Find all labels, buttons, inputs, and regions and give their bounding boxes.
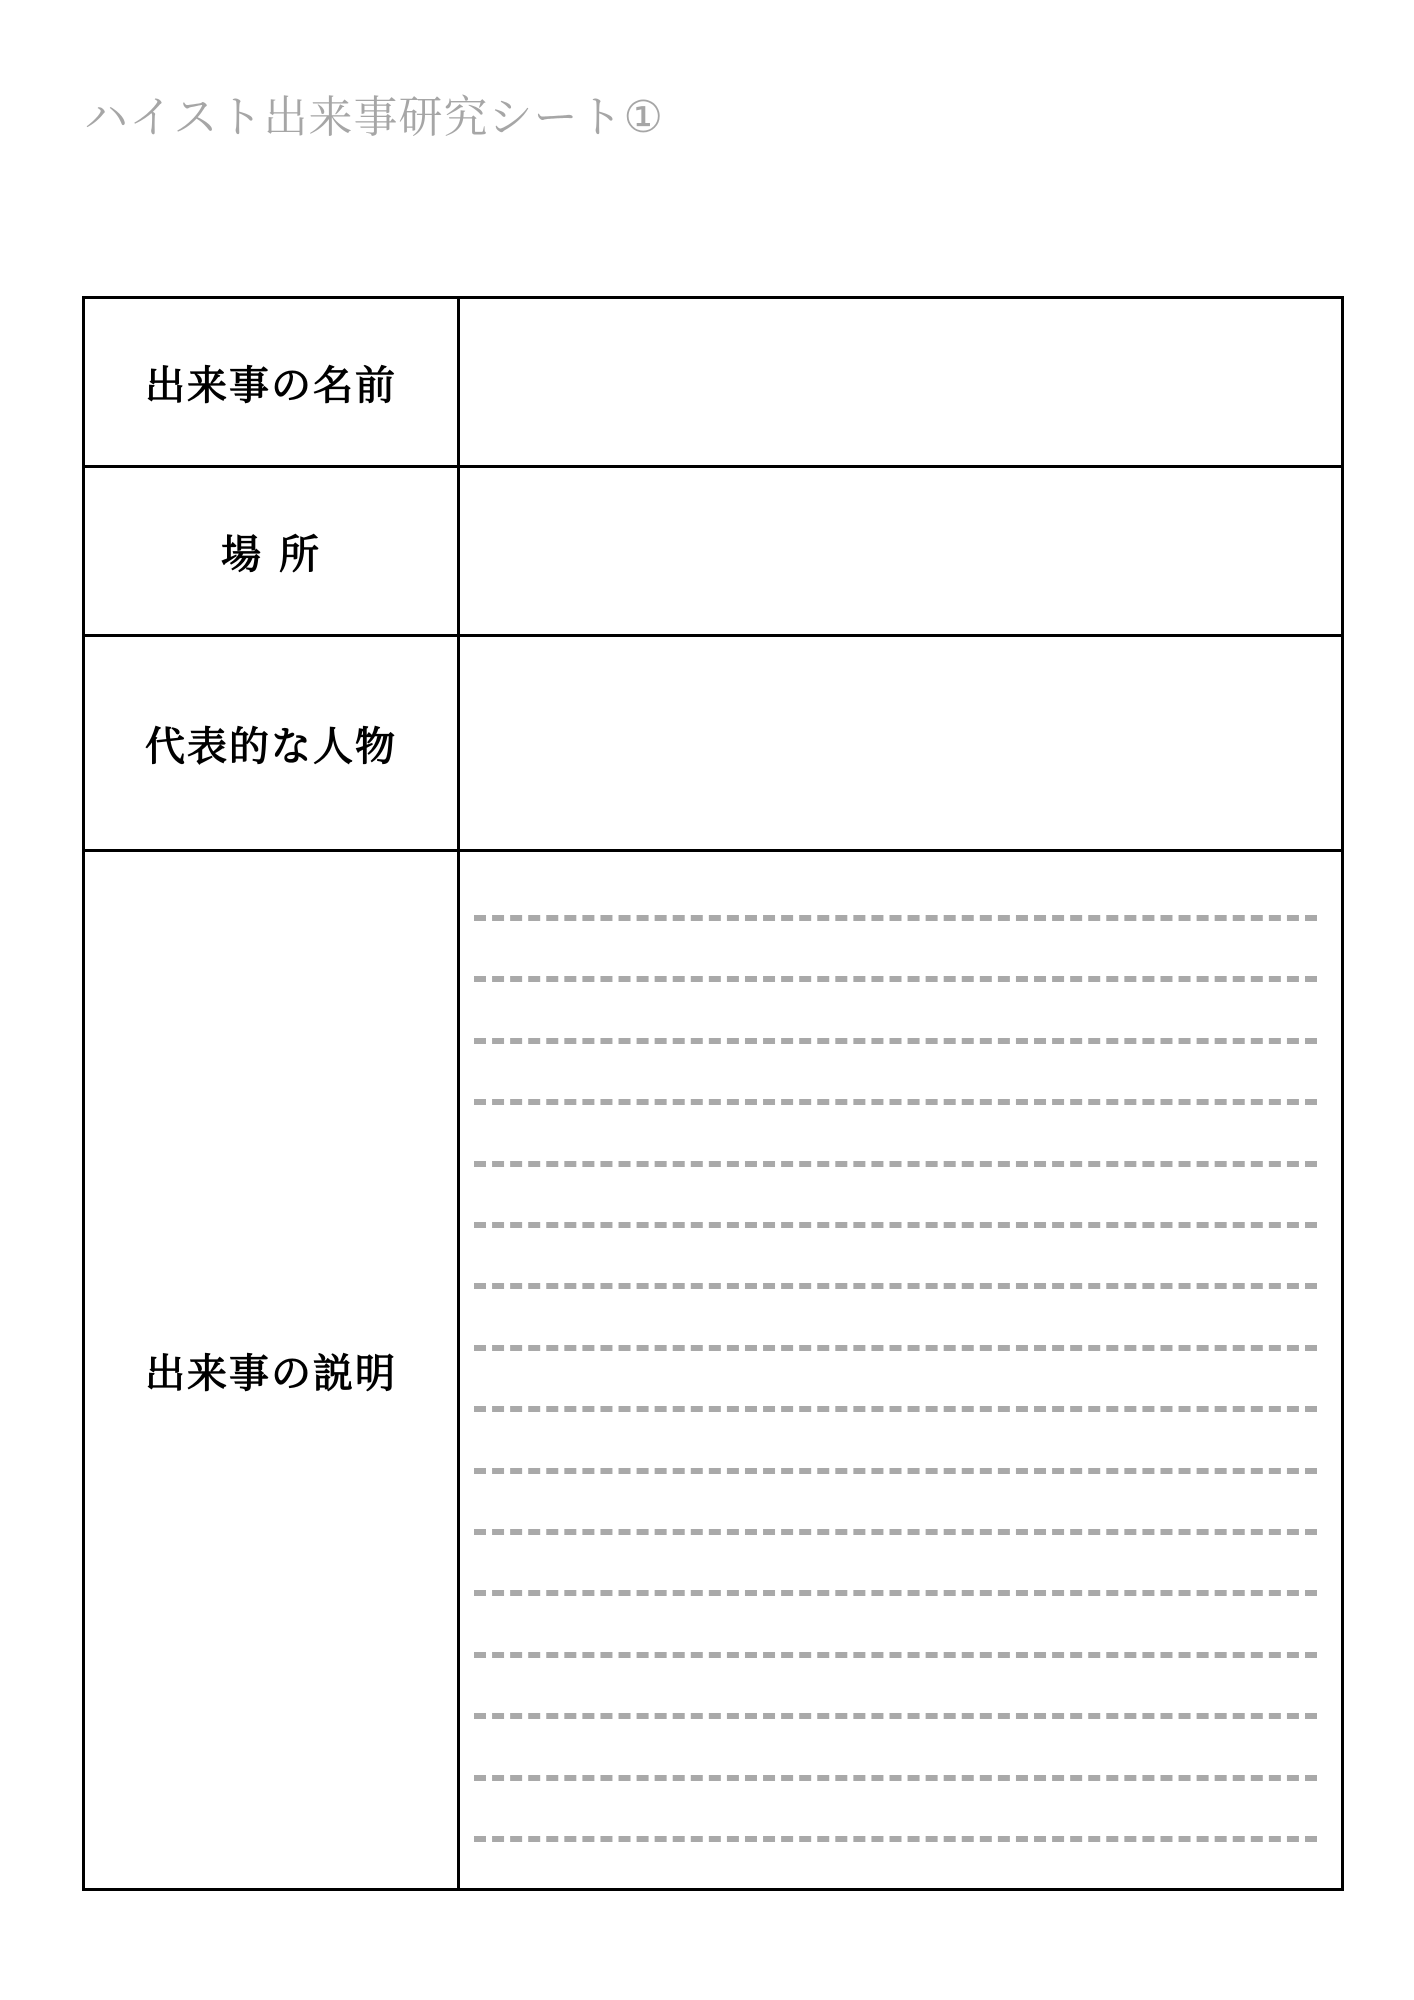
description-writing-line	[474, 1775, 1317, 1781]
description-writing-line	[474, 1406, 1317, 1412]
description-writing-line	[474, 1099, 1317, 1105]
description-row	[84, 851, 1343, 1890]
description-writing-line	[474, 1038, 1317, 1044]
sheet-title: ハイスト出来事研究シート①	[84, 92, 665, 143]
key-people-label: 代表的な人物	[84, 636, 459, 851]
description-writing-line	[474, 915, 1317, 921]
description-writing-line	[474, 1590, 1317, 1596]
event-name-field[interactable]	[459, 298, 1343, 467]
description-writing-line	[474, 1222, 1317, 1228]
event-name-label: 出来事の名前	[84, 298, 459, 467]
place-label: 場 所	[84, 467, 459, 636]
description-writing-line	[474, 976, 1317, 982]
description-writing-line	[474, 1836, 1317, 1842]
event-research-table	[82, 296, 1344, 1891]
description-lined-area[interactable]	[460, 852, 1341, 1888]
description-label: 出来事の説明	[84, 851, 459, 1890]
event-name-row	[84, 298, 1343, 467]
description-writing-line	[474, 1283, 1317, 1289]
description-writing-line	[474, 1161, 1317, 1167]
description-field[interactable]	[459, 851, 1343, 1890]
description-writing-line	[474, 1345, 1317, 1351]
description-writing-line	[474, 1713, 1317, 1719]
description-writing-line	[474, 1652, 1317, 1658]
place-row	[84, 467, 1343, 636]
description-writing-line	[474, 1529, 1317, 1535]
place-field[interactable]	[459, 467, 1343, 636]
description-writing-line	[474, 1468, 1317, 1474]
key-people-field[interactable]	[459, 636, 1343, 851]
key-people-row	[84, 636, 1343, 851]
